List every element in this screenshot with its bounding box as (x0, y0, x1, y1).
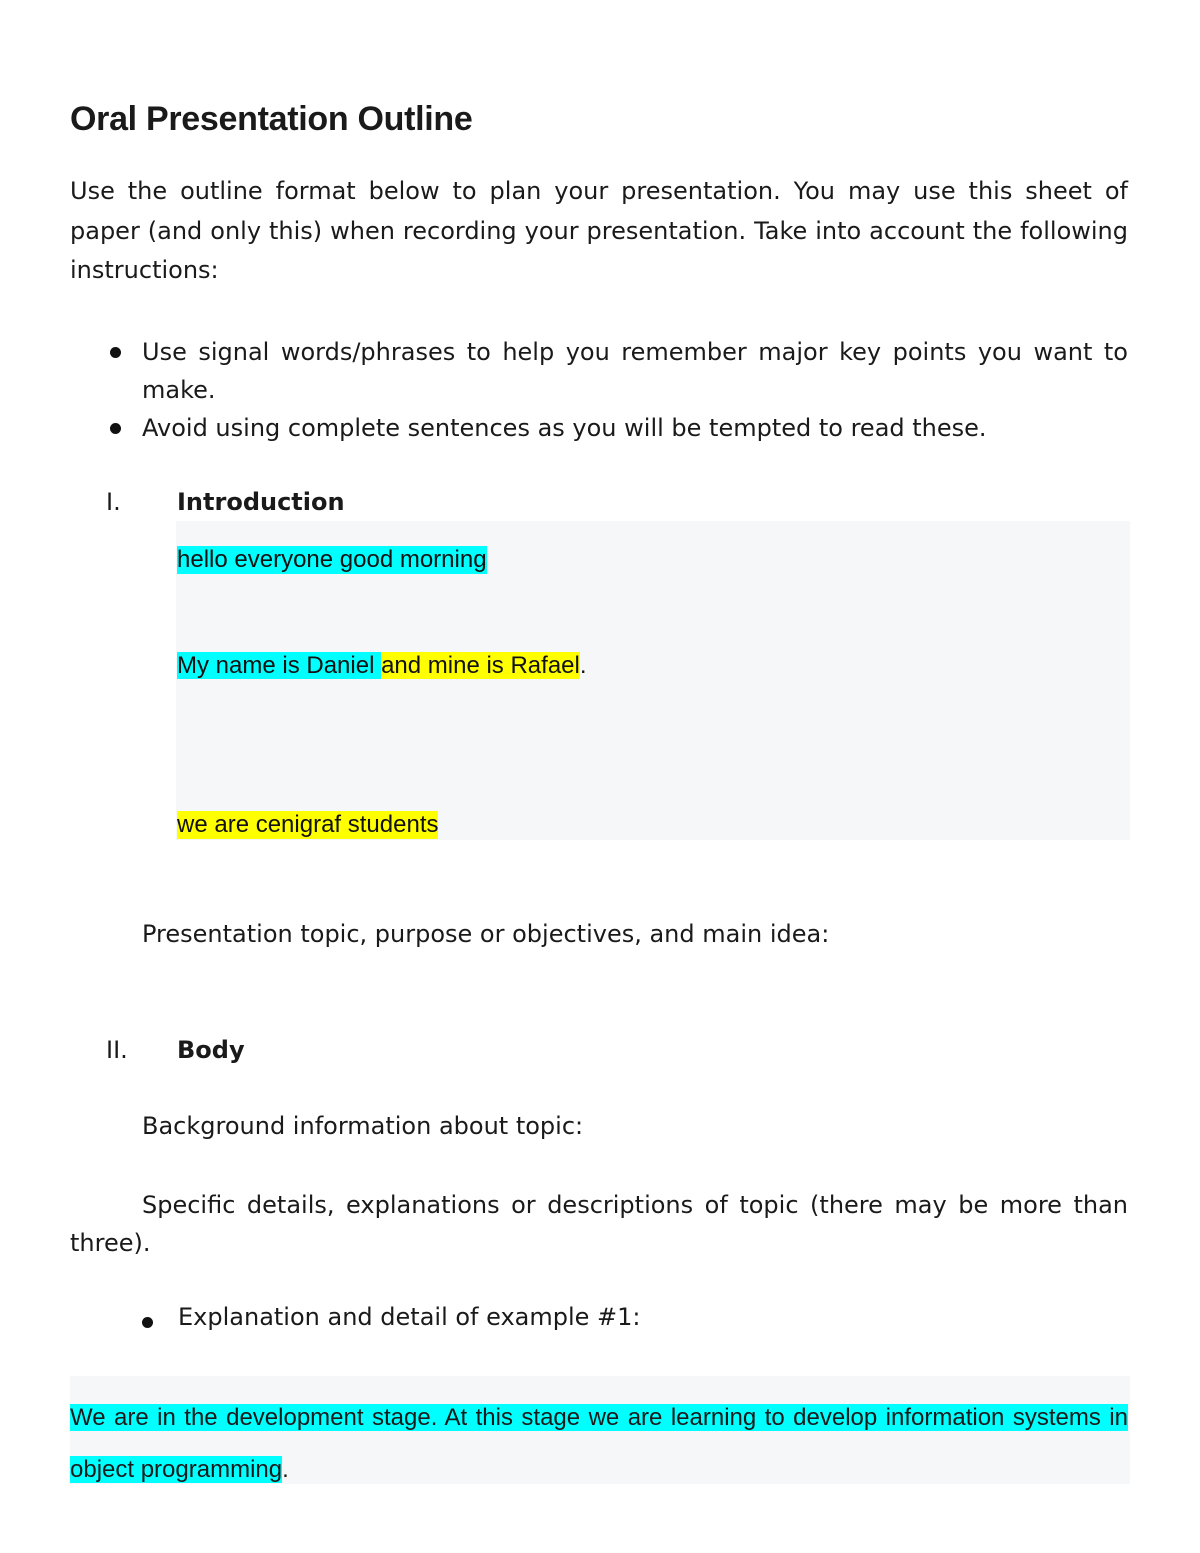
body-answer (70, 1392, 1128, 1496)
highlight-name-daniel: My name is Daniel (177, 652, 382, 679)
introduction-line-students: we are cenigraf students (177, 811, 439, 838)
list-item (70, 409, 1128, 447)
example-bullet (142, 1303, 641, 1331)
highlight-name-rafael: and mine is Rafael (381, 652, 580, 679)
section-heading-body: Body (177, 1036, 245, 1064)
section-heading-introduction: Introduction (177, 488, 345, 516)
topic-prompt: Presentation topic, purpose or objectives, and main idea: (142, 920, 830, 948)
instruction-text: Avoid using complete sentences as you will be tempted to read these. (142, 414, 987, 442)
section-numeral-body: II. (106, 1036, 128, 1064)
introduction-line-names (177, 652, 587, 680)
sentence-period: . (282, 1456, 289, 1483)
list-item (70, 333, 1128, 409)
section-numeral-introduction: I. (106, 488, 121, 516)
bullet-icon (110, 423, 121, 434)
example-bullet-text: Explanation and detail of example #1: (178, 1303, 641, 1331)
bullet-icon (110, 347, 121, 358)
instruction-text: Use signal words/phrases to help you remember major key points you want to make. (142, 338, 1128, 404)
instructions-list (70, 333, 1128, 447)
details-prompt: Specific details, explanations or descriptions of topic (there may be more than three). (70, 1191, 1128, 1257)
background-prompt: Background information about topic: (142, 1112, 584, 1140)
highlight-answer: We are in the development stage. At this stage we are learning to develop information systems in object programming (70, 1404, 1128, 1483)
sentence-period: . (579, 652, 587, 679)
introduction-line-greeting: hello everyone good morning (177, 546, 487, 573)
intro-paragraph: Use the outline format below to plan your presentation. You may use this sheet of paper (and only this) when recording your presentation. Take into account the following instructions: (70, 177, 1128, 284)
page-title: Oral Presentation Outline (70, 100, 473, 138)
bullet-icon (142, 1317, 153, 1328)
